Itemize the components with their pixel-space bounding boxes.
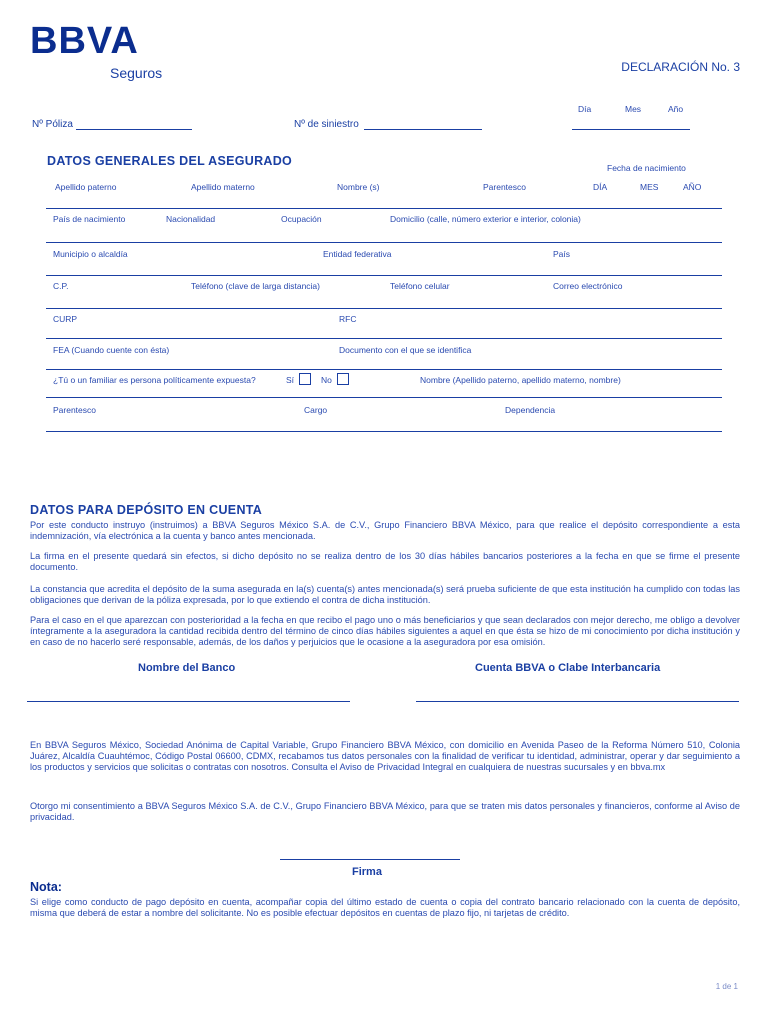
si-checkbox[interactable] (299, 373, 311, 385)
si-label: Sí (286, 375, 295, 385)
pais-nacimiento-label: País de nacimiento (53, 214, 126, 224)
account-label: Cuenta BBVA o Clabe Interbancaria (475, 662, 661, 674)
pais-label: País (553, 249, 571, 259)
deposit-paragraph-3: La constancia que acredita el depósito de la suma asegurada en la(s) cuenta(s) antes mencionada(s) será prueba suficiente de que esta institución ha cumplido con todas las obligaciones que derivan de la póliza expresada, por lo que extiendo el contra de dicha institución. (30, 584, 740, 605)
birth-date-label: Fecha de nacimiento (607, 163, 686, 173)
siniestro-field[interactable] (364, 129, 482, 130)
row-divider (46, 242, 722, 243)
documento-label: Documento con el que se identifica (339, 345, 472, 355)
bank-name-label: Nombre del Banco (138, 662, 236, 674)
row-divider (46, 275, 722, 276)
mes-birth-label: MES (640, 182, 659, 192)
parentesco-label: Parentesco (483, 182, 526, 192)
apellido-paterno-label: Apellido paterno (55, 182, 117, 192)
municipio-label: Municipio o alcaldía (53, 249, 128, 259)
no-checkbox[interactable] (337, 373, 349, 385)
deposit-paragraph-1: Por este conducto instruyo (instruimos) a BBVA Seguros México S.A. de C.V., Grupo Financiero BBVA México, para que realice el depósito correspondiente a esta indemnización, vía electrónica a la cuenta y banco antes mencionada. (30, 520, 740, 541)
celular-label: Teléfono celular (390, 281, 450, 291)
correo-label: Correo electrónico (553, 281, 623, 291)
rfc-label: RFC (339, 314, 357, 324)
cargo-label: Cargo (304, 405, 328, 415)
bbva-logo: BBVA (30, 20, 139, 62)
pep-question: ¿Tú o un familiar es persona políticamente expuesta? (53, 375, 256, 385)
fea-label: FEA (Cuando cuente con ésta) (53, 345, 170, 355)
deposit-paragraph-4: Para el caso en el que aparezcan con posterioridad a la fecha en que recibo el pago uno o más beneficiarios y que sean declarados con mejor derecho, me obligo a devolver íntegramente a la aseguradora la cantidad recibida dentro del término de cinco días hábiles siguientes a aquel en que ésta se hizo de mi conocimiento por dicha institución y en caso de no hacerlo seré responsable, además, de los daños y perjuicios que le ocasione a la aseguradora por esa omisión. (30, 615, 740, 647)
account-field[interactable] (416, 701, 739, 702)
mes-label: Mes (625, 104, 642, 114)
nombre-label: Nombre (s) (337, 182, 380, 192)
anio-label: Año (668, 104, 684, 114)
general-section-title: DATOS GENERALES DEL ASEGURADO (47, 154, 293, 168)
siniestro-label: Nº de siniestro (294, 119, 359, 130)
nacionalidad-label: Nacionalidad (166, 214, 216, 224)
signature-field[interactable] (280, 859, 460, 860)
row-divider (46, 397, 722, 398)
anio-birth-label: AÑO (683, 182, 702, 192)
logo-subtitle: Seguros (110, 65, 163, 81)
entidad-label: Entidad federativa (323, 249, 392, 259)
dia-label: Día (578, 104, 592, 114)
dia-birth-label: DÍA (593, 182, 608, 192)
row-divider (46, 308, 722, 309)
row-divider (46, 431, 722, 432)
poliza-label: Nº Póliza (32, 119, 73, 130)
privacy-paragraph: En BBVA Seguros México, Sociedad Anónima de Capital Variable, Grupo Financiero BBVA México, con domicilio en Avenida Paseo de la Reforma Número 510, Colonia Juárez, Alcaldía Cuauhtémoc, Código Postal 06600, CDMX, recabamos tus datos personales con la finalidad de verificar tu identidad, administrar, operar y dar seguimiento a los productos y servicios que solicitas o contratas con nosotros. Consulta el Aviso de Privacidad Integral en cualquiera de nuestras sucursales y en bbva.mx (30, 740, 740, 772)
poliza-field[interactable] (76, 129, 192, 130)
row-divider (46, 369, 722, 370)
declaration-number: DECLARACIÓN No. 3 (621, 60, 740, 74)
page-number: 1 de 1 (715, 982, 738, 991)
ocupacion-label: Ocupación (281, 214, 322, 224)
row-divider (46, 208, 722, 209)
nota-title: Nota: (30, 880, 62, 894)
nota-text: Si elige como conducto de pago depósito en cuenta, acompañar copia del último estado de cuenta o copia del contrato bancario relacionado con la cuenta de depósito, misma que deberá de estar a nombre del solicitante. No es posible efectuar depósitos en cuentas de plazo fijo, ni tarjetas de crédito. (30, 897, 740, 918)
cp-label: C.P. (53, 281, 69, 291)
telefono-label: Teléfono (clave de larga distancia) (191, 281, 320, 291)
apellido-materno-label: Apellido materno (191, 182, 255, 192)
no-label: No (321, 375, 332, 385)
deposit-paragraph-2: La firma en el presente quedará sin efectos, si dicho depósito no se realiza dentro de los 30 días hábiles bancarios posteriores a la fecha en que se firme el presente documento. (30, 551, 740, 572)
date-field[interactable] (572, 129, 690, 130)
curp-label: CURP (53, 314, 78, 324)
domicilio-label: Domicilio (calle, número exterior e interior, colonia) (390, 214, 581, 224)
pep-parentesco-label: Parentesco (53, 405, 96, 415)
dependencia-label: Dependencia (505, 405, 556, 415)
signature-label: Firma (352, 866, 382, 878)
bank-name-field[interactable] (27, 701, 350, 702)
consent-paragraph: Otorgo mi consentimiento a BBVA Seguros México S.A. de C.V., Grupo Financiero BBVA México, para que se traten mis datos personales y financieros, conforme al Aviso de privacidad. (30, 801, 740, 822)
pep-name-label: Nombre (Apellido paterno, apellido materno, nombre) (420, 375, 621, 385)
row-divider (46, 338, 722, 339)
deposit-section-title: DATOS PARA DEPÓSITO EN CUENTA (30, 503, 263, 517)
